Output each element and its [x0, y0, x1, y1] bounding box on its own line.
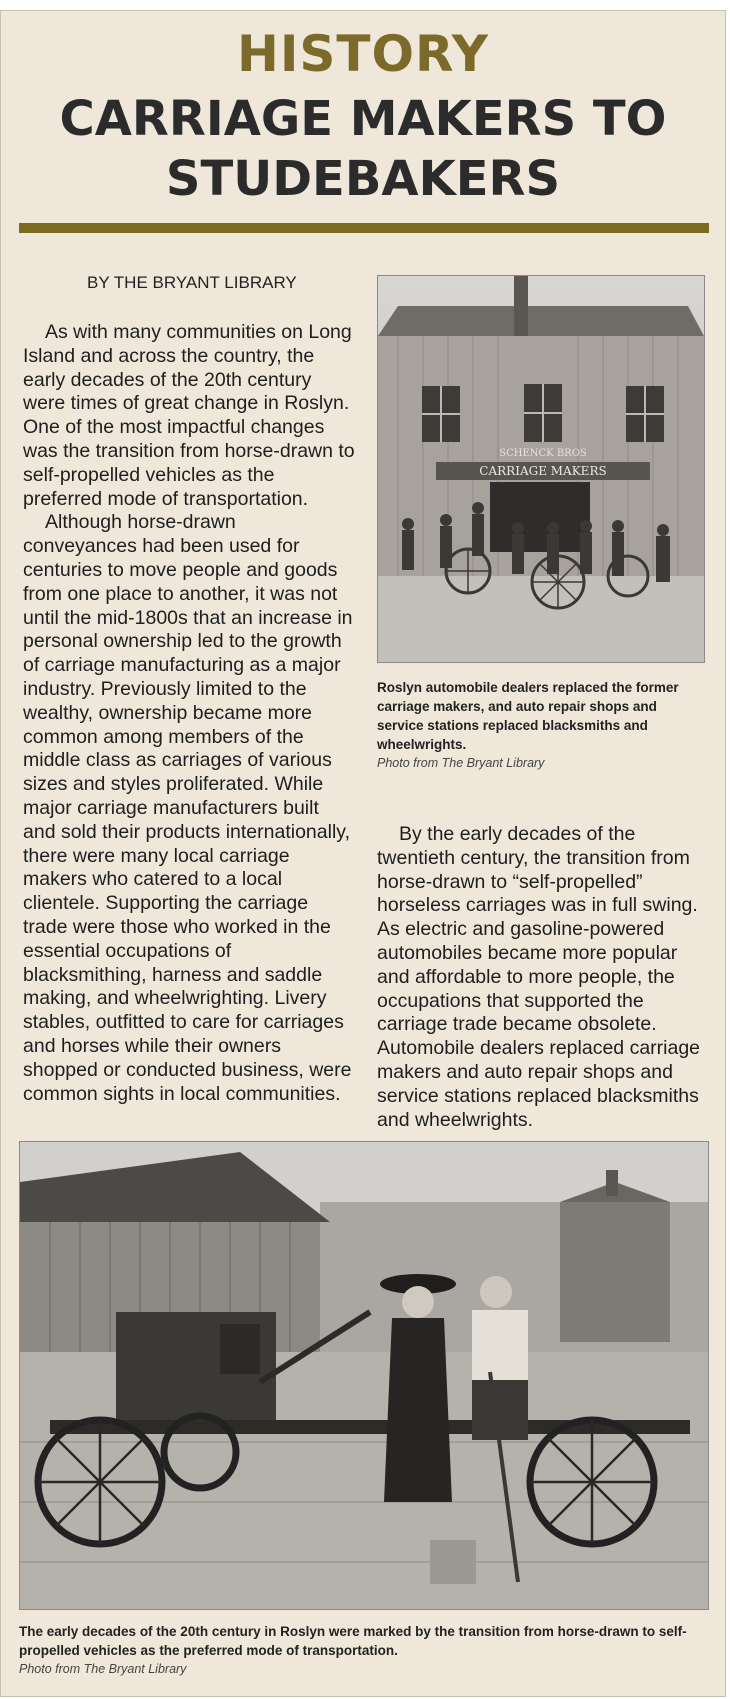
- body-paragraph: Although horse-drawn conveyances had been used for centuries to move people and goods from one place to another, it was not until the mid-1800s that an increase in personal ownership led to the growth of carriage manufacturing as a major industry. Previously limited to the wealthy, ownership became more common among members of the middle class as carriages of various sizes and styles proliferated. While major carriage manufacturers built and sold their products internationally, there were many local carriage makers who catered to a local clientele. Supporting the carriage trade were those who worked in the essential occupations of blacksmithing, harness and saddle making, and wheelwrighting. Livery stables, outfitted to care for carriages and horses while their owners shopped or conducted business, were common sights in local communities.: [23, 511, 353, 1105]
- headline: [1, 89, 725, 209]
- photo-credit: Photo from The Bryant Library: [19, 1662, 187, 1676]
- headline-line-2: STUDEBAKERS: [165, 151, 561, 207]
- body-column-right: [377, 823, 705, 1132]
- photo-caption-top: [377, 678, 703, 773]
- photo-caption-bottom: [19, 1622, 707, 1679]
- body-paragraph: By the early decades of the twentieth century, the transition from horse-drawn to “self-propelled” horseless carriages was in full swing. As electric and gasoline-powered automobiles became more popular and affordable to more people, the occupations that supported the carriage trade became obsolete. Automobile dealers replaced carriage makers and auto repair shops and service stations replaced blacksmiths and wheelwrights.: [377, 823, 701, 1131]
- carriage-makers-photo: [377, 275, 705, 663]
- sign-text-line-2: CARRIAGE MAKERS: [479, 464, 607, 478]
- photo-credit: Photo from The Bryant Library: [377, 756, 545, 770]
- newspaper-page: [0, 10, 726, 1697]
- headline-divider: [19, 223, 709, 233]
- automobile-chassis-photo: [19, 1141, 709, 1610]
- body-paragraph: As with many communities on Long Island and across the country, the early decades of the 20th century were times of great change in Roslyn. One of the most impactful changes was the transition from horse-drawn to self-propelled vehicles as the preferred mode of transportation.: [23, 321, 355, 510]
- body-column-left: [23, 321, 355, 1106]
- section-kicker: HISTORY: [236, 25, 490, 83]
- caption-text: The early decades of the 20th century in Roslyn were marked by the transition from horse-drawn to self-propelled vehicles as the preferred mode of transportation.: [19, 1624, 687, 1658]
- sign-text-line-1: SCHENCK BROS: [499, 448, 587, 459]
- caption-text: Roslyn automobile dealers replaced the former carriage makers, and auto repair shops and service stations replaced blacksmiths and wheelwrights.: [377, 680, 679, 752]
- byline: BY THE BRYANT LIBRARY: [87, 273, 297, 292]
- headline-line-1: CARRIAGE MAKERS TO: [59, 91, 667, 147]
